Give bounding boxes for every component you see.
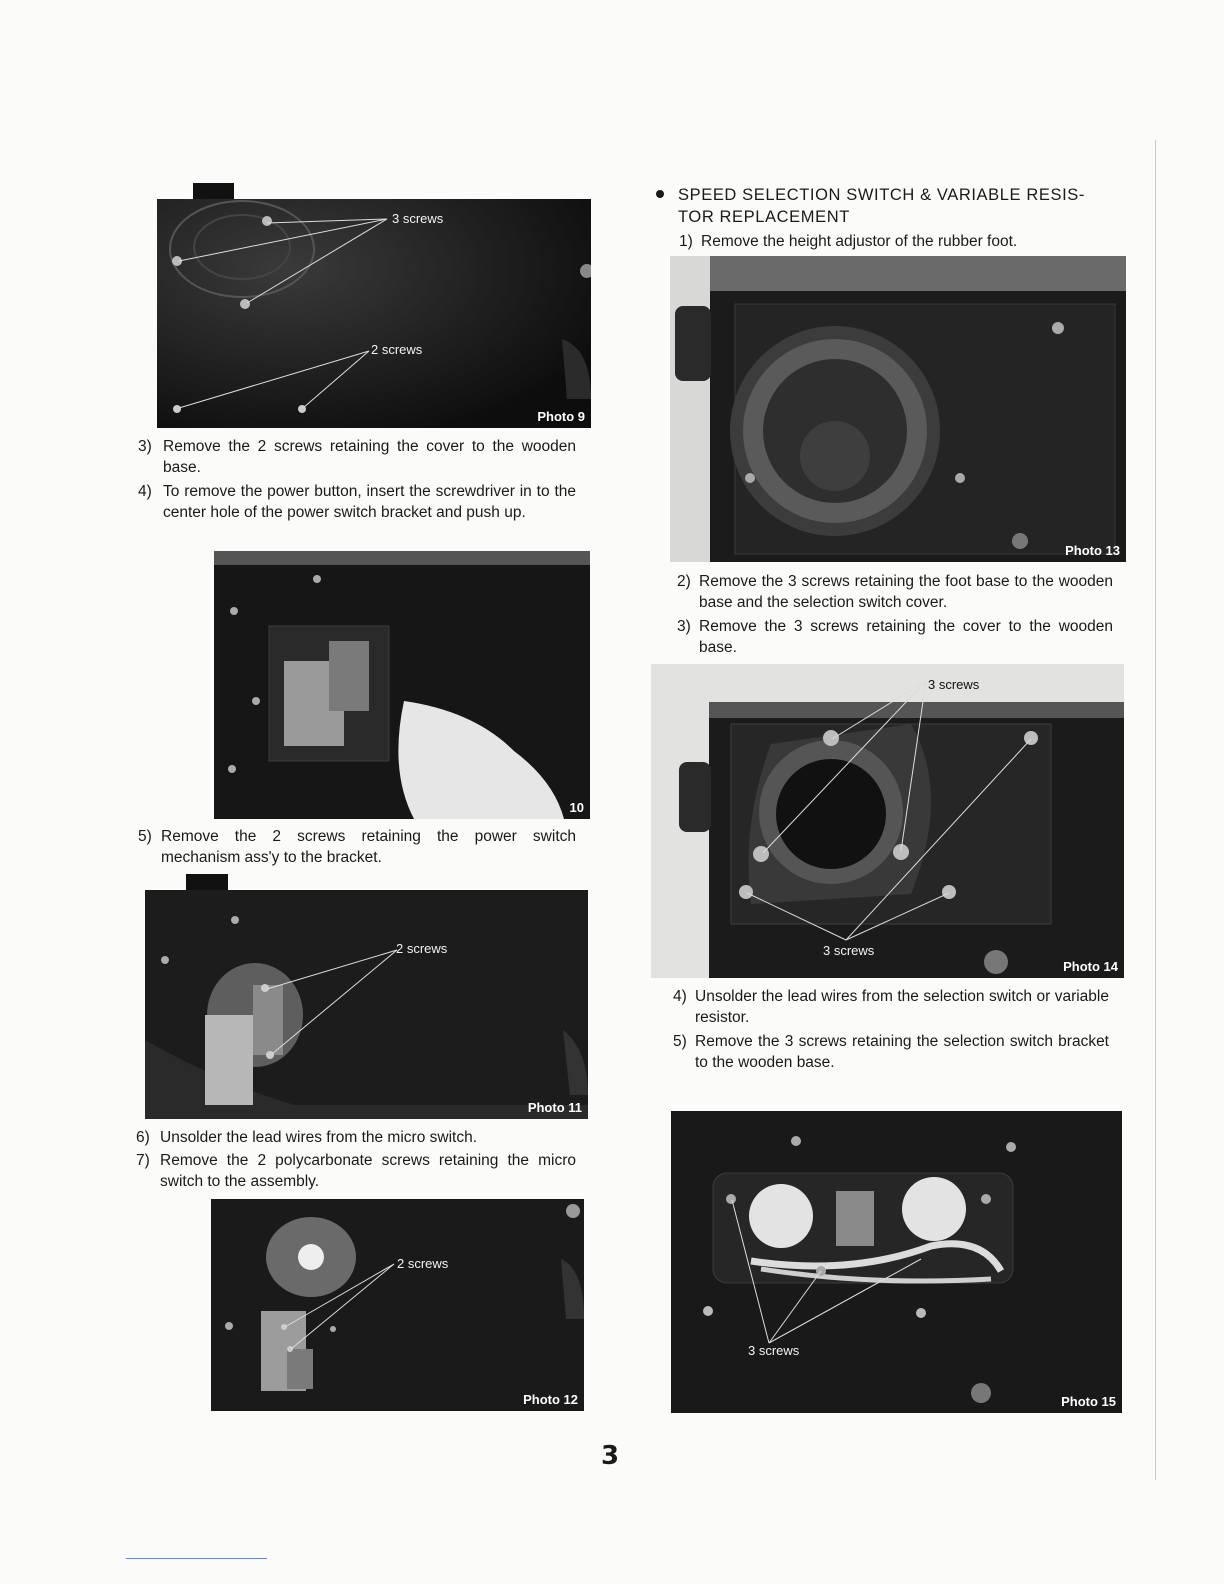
photo-11-drawing xyxy=(145,890,588,1119)
photo-13 xyxy=(670,256,1126,562)
left-step-7-number: 7) xyxy=(136,1152,150,1169)
photo-15-drawing xyxy=(671,1111,1122,1413)
page-number: 3 xyxy=(601,1441,620,1471)
photo-13-drawing xyxy=(670,256,1126,562)
photo-12-drawing xyxy=(211,1199,584,1411)
photo-12-callout-2-screws: 2 screws xyxy=(397,1256,449,1271)
photo11-tab xyxy=(186,874,228,890)
left-step-7-text: Remove the 2 polycarbonate screws retaining the micro switch to the assembly. xyxy=(160,1152,576,1190)
right-step-3 xyxy=(677,616,1113,658)
photo-14-label: Photo 14 xyxy=(1063,959,1118,974)
left-step-4 xyxy=(138,481,576,523)
photo-10-label: 10 xyxy=(569,800,584,815)
photo-14-drawing xyxy=(651,664,1124,978)
right-step-5 xyxy=(673,1031,1109,1073)
photo-13-label: Photo 13 xyxy=(1065,543,1120,558)
photo-14-callout-top: 3 screws xyxy=(928,677,980,692)
photo-15 xyxy=(671,1111,1122,1413)
right-step-3-number: 3) xyxy=(677,618,691,635)
left-step-6 xyxy=(136,1127,576,1148)
right-step-1-number: 1) xyxy=(679,233,693,250)
section-heading-line-2: TOR REPLACEMENT xyxy=(678,208,850,226)
photo-12-label: Photo 12 xyxy=(523,1392,578,1407)
left-step-7 xyxy=(136,1150,576,1192)
right-step-1-text: Remove the height adjustor of the rubber foot. xyxy=(701,233,1018,250)
right-step-4-number: 4) xyxy=(673,988,687,1005)
photo-9-callout-2-screws: 2 screws xyxy=(371,342,423,357)
photo-9 xyxy=(157,199,591,428)
photo-9-label: Photo 9 xyxy=(537,409,585,424)
photo-10 xyxy=(214,551,590,819)
photo9-tab xyxy=(193,183,234,199)
photo-11-callout-2-screws: 2 screws xyxy=(396,941,448,956)
left-step-4-number: 4) xyxy=(138,483,152,500)
right-margin-line xyxy=(1155,140,1156,1480)
right-step-1 xyxy=(679,231,1119,252)
left-step-4-text: To remove the power button, insert the screwdriver in to the center hole of the power switch bracket and push up. xyxy=(163,483,576,521)
photo-11-label: Photo 11 xyxy=(527,1100,582,1115)
bottom-blue-rule xyxy=(126,1558,267,1559)
photo-15-label: Photo 15 xyxy=(1061,1394,1116,1409)
photo-10-drawing xyxy=(214,551,590,819)
photo-11 xyxy=(145,890,588,1119)
right-step-2-number: 2) xyxy=(677,573,691,590)
left-step-6-number: 6) xyxy=(136,1129,150,1146)
left-step-3 xyxy=(138,436,576,478)
right-step-2 xyxy=(677,571,1113,613)
photo-9-callout-3-screws: 3 screws xyxy=(392,211,444,226)
photo-15-callout-3-screws: 3 screws xyxy=(748,1343,800,1358)
photo-9-drawing xyxy=(157,199,591,428)
left-step-5-number: 5) xyxy=(138,828,152,845)
right-step-5-number: 5) xyxy=(673,1033,687,1050)
left-step-3-number: 3) xyxy=(138,438,152,455)
right-step-4 xyxy=(673,986,1109,1028)
photo-12 xyxy=(211,1199,584,1411)
right-step-3-text: Remove the 3 screws retaining the cover to the wooden base. xyxy=(699,618,1113,656)
right-step-5-text: Remove the 3 screws retaining the selection switch bracket to the wooden base. xyxy=(695,1033,1109,1071)
section-bullet xyxy=(656,190,664,198)
photo-14-callout-bottom: 3 screws xyxy=(823,943,875,958)
left-step-3-text: Remove the 2 screws retaining the cover to the wooden base. xyxy=(163,438,576,476)
left-step-5 xyxy=(138,826,576,868)
section-heading-line-1: SPEED SELECTION SWITCH & VARIABLE RESIS- xyxy=(678,186,1085,204)
right-step-4-text: Unsolder the lead wires from the selection switch or variable resistor. xyxy=(695,988,1109,1026)
section-heading xyxy=(678,184,1118,228)
photo-14 xyxy=(651,664,1124,978)
left-step-5-text: Remove the 2 screws retaining the power switch mechanism ass'y to the bracket. xyxy=(161,828,576,866)
right-step-2-text: Remove the 3 screws retaining the foot base to the wooden base and the selection switch cover. xyxy=(699,573,1113,611)
left-step-6-text: Unsolder the lead wires from the micro switch. xyxy=(160,1129,478,1146)
